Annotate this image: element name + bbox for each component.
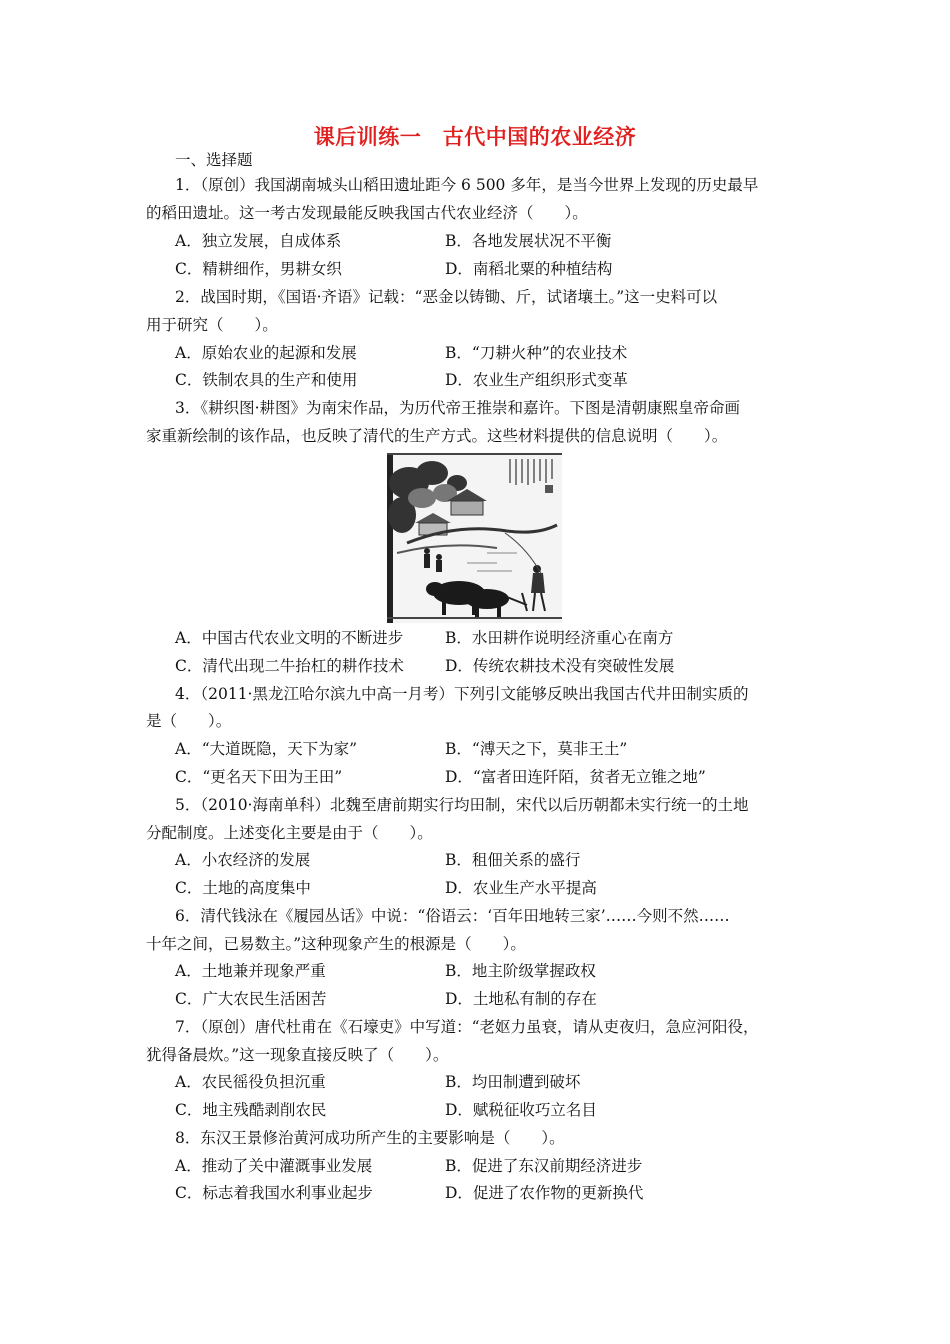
- question-8-option-b: B．促进了东汉前期经济进步: [445, 1157, 643, 1175]
- question-3-option-a: A．中国古代农业文明的不断进步: [175, 629, 404, 647]
- question-3-option-d: D．传统农耕技术没有突破性发展: [445, 657, 675, 675]
- farming-illustration: [387, 453, 562, 623]
- plowing-scene-image: [387, 453, 562, 623]
- question-4-option-a: A．“大道既隐，天下为家”: [175, 740, 358, 758]
- question-6-option-b: B．地主阶级掌握政权: [445, 962, 596, 980]
- question-8-stem-line-1: 8．东汉王景修治黄河成功所产生的主要影响是（ ）。: [175, 1129, 565, 1147]
- question-5-stem-line-2: 分配制度。上述变化主要是由于（ ）。: [146, 824, 433, 842]
- question-2-option-c: C．铁制农具的生产和使用: [175, 371, 358, 389]
- question-5-option-b: B．租佃关系的盛行: [445, 851, 581, 869]
- question-6-stem-line-2: 十年之间，已易数主。”这种现象产生的根源是（ ）。: [146, 935, 526, 953]
- question-6-option-a: A．土地兼并现象严重: [175, 962, 326, 980]
- question-4-stem-line-1: 4．（2011·黑龙江哈尔滨九中高一月考）下列引文能够反映出我国古代井田制实质的: [175, 685, 749, 703]
- question-8-option-c: C．标志着我国水利事业起步: [175, 1184, 373, 1202]
- question-1-stem-line-2: 的稻田遗址。这一考古发现最能反映我国古代农业经济（ ）。: [146, 204, 588, 222]
- question-5-option-d: D．农业生产水平提高: [445, 879, 597, 897]
- question-2-option-a: A．原始农业的起源和发展: [175, 344, 357, 362]
- question-7-option-d: D．赋税征收巧立名目: [445, 1101, 597, 1119]
- question-4-option-b: B．“溥天之下，莫非王土”: [445, 740, 628, 758]
- question-1-option-b: B．各地发展状况不平衡: [445, 232, 612, 250]
- question-1-option-c: C．精耕细作，男耕女织: [175, 260, 342, 278]
- question-8-option-d: D．促进了农作物的更新换代: [445, 1184, 644, 1202]
- question-3-option-c: C．清代出现二牛抬杠的耕作技术: [175, 657, 404, 675]
- question-6-stem-line-1: 6．清代钱泳在《履园丛话》中说：“俗语云：‘百年田地转三家’……今则不然……: [175, 907, 730, 925]
- question-3-stem-line-2: 家重新绘制的该作品，也反映了清代的生产方式。这些材料提供的信息说明（ ）。: [146, 427, 728, 445]
- question-7-option-c: C．地主残酷剥削农民: [175, 1101, 327, 1119]
- question-2-stem-line-1: 2．战国时期，《国语·齐语》记载：“恶金以铸锄、斤，试诸壤土。”这一史料可以: [175, 288, 718, 306]
- question-5-stem-line-1: 5．（2010·海南单科）北魏至唐前期实行均田制，宋代以后历朝都未实行统一的土地: [175, 796, 749, 814]
- question-4-stem-line-2: 是（ ）。: [146, 712, 232, 730]
- question-4-option-c: C．“更名天下田为王田”: [175, 768, 343, 786]
- page-title: 课后训练一 古代中国的农业经济: [313, 125, 637, 149]
- question-3-stem-line-1: 3．《耕织图·耕图》为南宋作品，为历代帝王推崇和嘉许。下图是清朝康熙皇帝命画: [175, 399, 741, 417]
- question-2-stem-line-2: 用于研究（ ）。: [146, 316, 278, 334]
- section-heading: 一、选择题: [175, 151, 253, 169]
- question-1-option-a: A．独立发展，自成体系: [175, 232, 342, 250]
- question-7-option-b: B．均田制遭到破坏: [445, 1073, 581, 1091]
- question-7-option-a: A．农民徭役负担沉重: [175, 1073, 326, 1091]
- question-7-stem-line-2: 犹得备晨炊。”这一现象直接反映了（ ）。: [146, 1046, 449, 1064]
- question-2-option-d: D．农业生产组织形式变革: [445, 371, 628, 389]
- question-4-option-d: D．“富者田连阡陌，贫者无立锥之地”: [445, 768, 706, 786]
- question-1-option-d: D．南稻北粟的种植结构: [445, 260, 613, 278]
- question-1-stem-line-1: 1．（原创）我国湖南城头山稻田遗址距今 6 500 多年，是当今世界上发现的历史最早: [175, 176, 759, 194]
- question-8-option-a: A．推动了关中灌溉事业发展: [175, 1157, 373, 1175]
- question-2-option-b: B．“刀耕火种”的农业技术: [445, 344, 628, 362]
- question-3-option-b: B．水田耕作说明经济重心在南方: [445, 629, 674, 647]
- question-7-stem-line-1: 7．（原创）唐代杜甫在《石壕吏》中写道：“老妪力虽衰，请从吏夜归，急应河阳役，: [175, 1018, 759, 1036]
- question-5-option-c: C．土地的高度集中: [175, 879, 311, 897]
- question-6-option-d: D．土地私有制的存在: [445, 990, 597, 1008]
- question-6-option-c: C．广大农民生活困苦: [175, 990, 327, 1008]
- question-5-option-a: A．小农经济的发展: [175, 851, 311, 869]
